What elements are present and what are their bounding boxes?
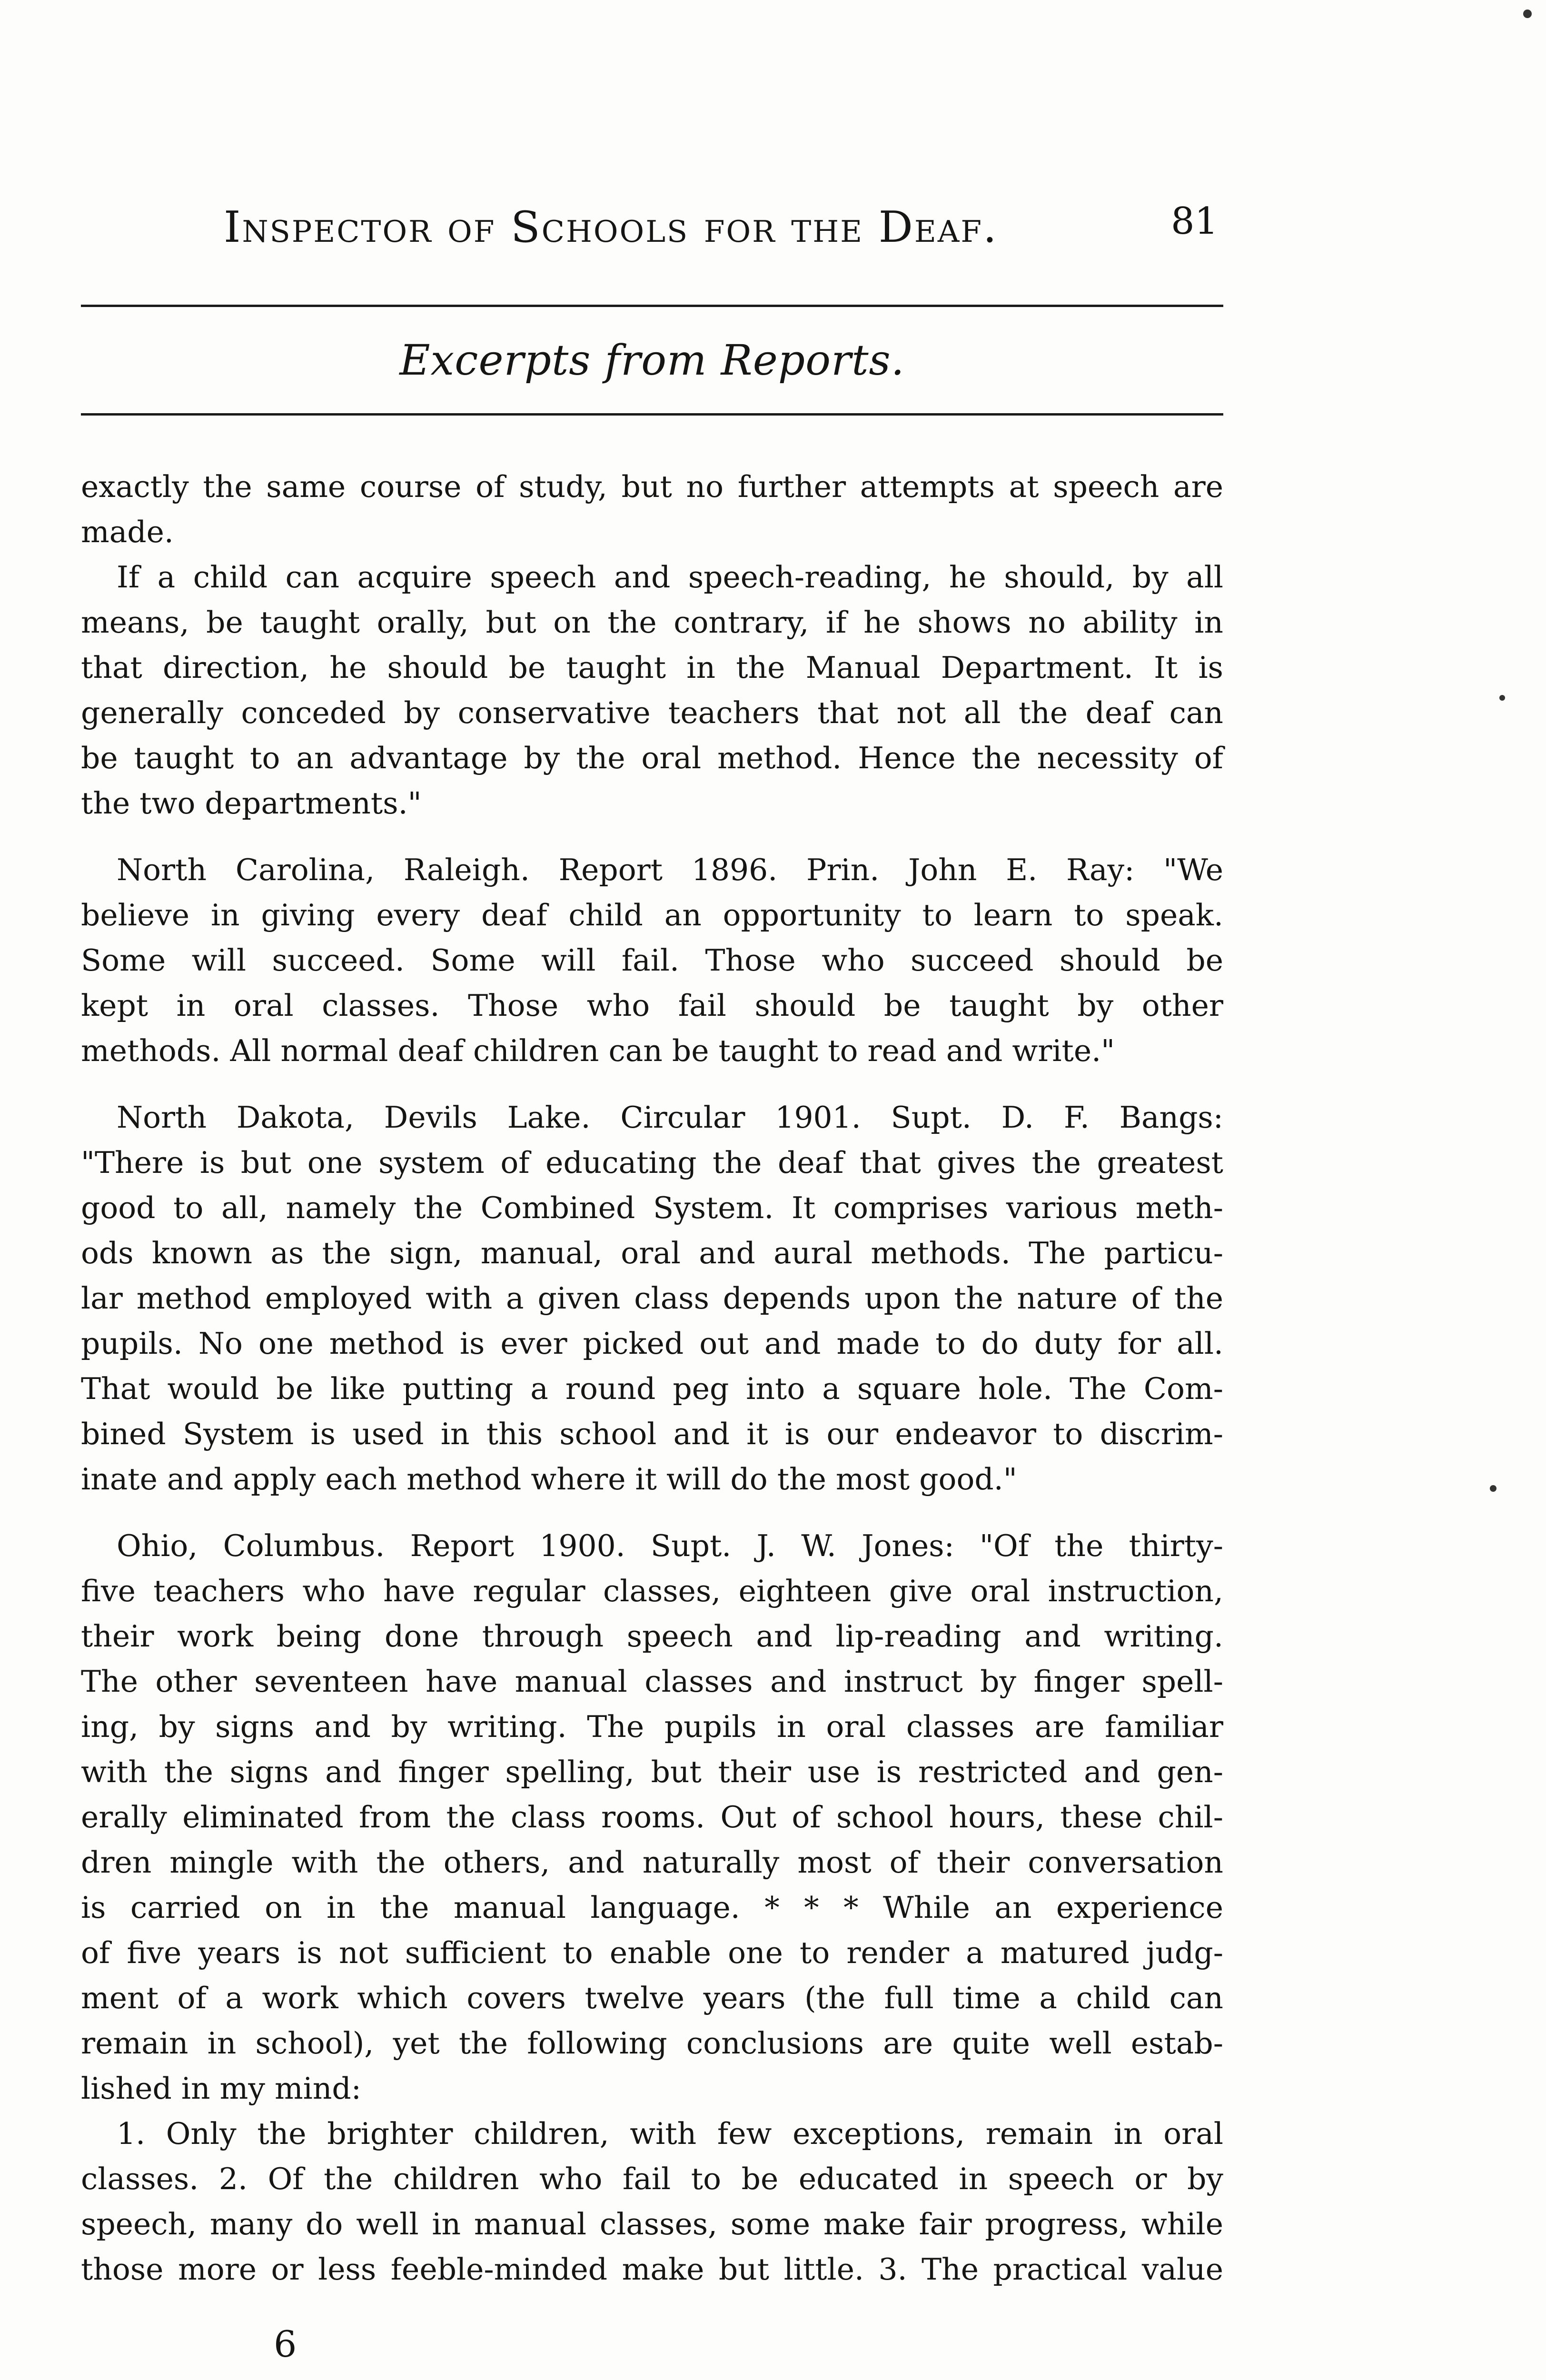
header-rule-top [81, 305, 1223, 307]
page-number: 81 [1171, 200, 1219, 243]
body-text [81, 464, 1223, 2292]
scan-speck [1490, 1485, 1496, 1492]
text-line: bined System is used in this school and it is our endeavor to discrim- [81, 1417, 1223, 1451]
text-line: means, be taught orally, but on the contrary, if he shows no ability in [81, 605, 1223, 640]
text-line: ods known as the sign, manual, oral and aural methods. The particu- [81, 1236, 1223, 1270]
text-line: If a child can acquire speech and speech-reading, he should, by all [117, 560, 1223, 595]
text-line: The other seventeen have manual classes and instruct by finger spell- [81, 1664, 1223, 1699]
text-line: made. [81, 515, 174, 549]
text-line: lished in my mind: [81, 2071, 361, 2106]
text-line: the two departments." [81, 786, 422, 821]
running-title: Inspector of Schools for the Deaf. [224, 202, 998, 252]
text-line: Ohio, Columbus. Report 1900. Supt. J. W. Jones: "Of the thirty- [117, 1528, 1223, 1563]
text-line: pupils. No one method is ever picked out and made to do duty for all. [81, 1326, 1223, 1361]
text-line: that direction, he should be taught in the Manual Department. It is [81, 650, 1223, 685]
text-line: "There is but one system of educating the deaf that gives the greatest [81, 1145, 1223, 1180]
paragraph-gap [81, 1502, 1223, 1523]
signature-mark: 6 [274, 2323, 297, 2365]
text-line: classes. 2. Of the children who fail to be educated in speech or by [81, 2162, 1223, 2196]
text-line: generally conceded by conservative teachers that not all the deaf can [81, 695, 1223, 730]
text-line: methods. All normal deaf children can be taught to read and write." [81, 1033, 1115, 1068]
text-line: North Carolina, Raleigh. Report 1896. Prin. John E. Ray: "We [117, 853, 1223, 887]
text-line: is carried on in the manual language. * * * While an experience [81, 1890, 1223, 1925]
text-line: five teachers who have regular classes, eighteen give oral instruction, [81, 1574, 1223, 1608]
text-line: inate and apply each method where it will do the most good." [81, 1462, 1017, 1497]
paragraph-gap [81, 1073, 1223, 1095]
text-line: exactly the same course of study, but no further attempts at speech are [81, 469, 1223, 504]
text-line: ing, by signs and by writing. The pupils in oral classes are familiar [81, 1709, 1223, 1744]
text-line: remain in school), yet the following conclusions are quite well estab- [81, 2026, 1223, 2061]
scan-speck [1523, 10, 1532, 18]
text-line: with the signs and finger spelling, but their use is restricted and gen- [81, 1755, 1223, 1789]
text-line: erally eliminated from the class rooms. Out of school hours, these chil- [81, 1800, 1223, 1835]
text-line: North Dakota, Devils Lake. Circular 1901. Supt. D. F. Bangs: [117, 1100, 1223, 1135]
text-line: of five years is not sufficient to enable one to render a matured judg- [81, 1935, 1223, 1970]
text-line: ment of a work which covers twelve years (the full time a child can [81, 1981, 1223, 2015]
text-line: be taught to an advantage by the oral method. Hence the necessity of [81, 741, 1223, 775]
section-title: Excerpts from Reports. [399, 336, 905, 385]
scan-speck [1499, 695, 1505, 701]
text-line: 1. Only the brighter children, with few exceptions, remain in oral [117, 2116, 1223, 2151]
text-line: those more or less feeble-minded make but little. 3. The practical value [81, 2252, 1223, 2287]
text-line: kept in oral classes. Those who fail should be taught by other [81, 988, 1223, 1023]
text-line: dren mingle with the others, and naturally most of their conversation [81, 1845, 1223, 1880]
text-line: believe in giving every deaf child an opportunity to learn to speak. [81, 898, 1223, 932]
text-line: good to all, namely the Combined System. It comprises various meth- [81, 1190, 1223, 1225]
text-line: Some will succeed. Some will fail. Those who succeed should be [81, 943, 1223, 978]
text-line: That would be like putting a round peg into a square hole. The Com- [81, 1371, 1223, 1406]
text-line: their work being done through speech and lip-reading and writing. [81, 1619, 1223, 1654]
text-line: speech, many do well in manual classes, some make fair progress, while [81, 2207, 1223, 2241]
text-line: lar method employed with a given class depends upon the nature of the [81, 1281, 1223, 1316]
header-rule-bottom [81, 413, 1223, 416]
paragraph-gap [81, 826, 1223, 847]
